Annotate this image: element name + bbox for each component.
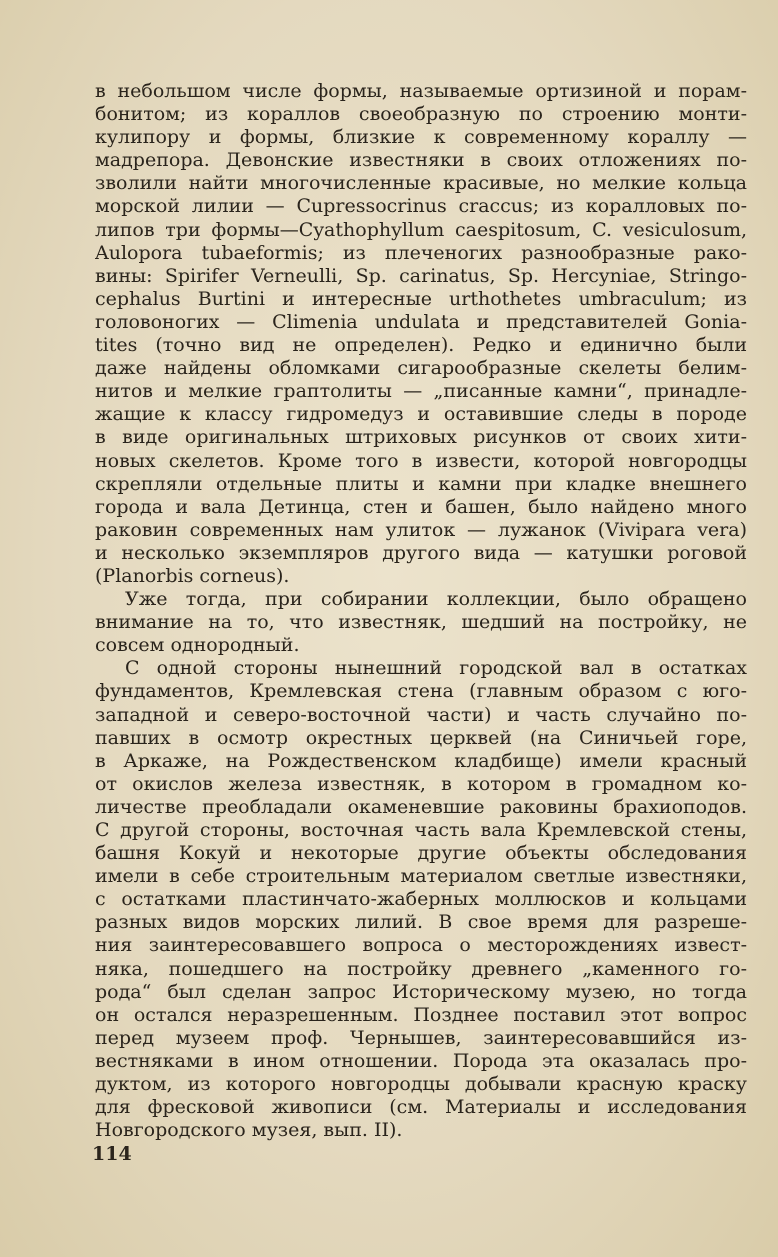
text-line: няка, пошедшего на постройку древнего „каменного го- [95, 957, 747, 980]
text-line: павших в осмотр окрестных церквей (на Синичьей горе, [95, 726, 747, 749]
text-line: для фресковой живописи (см. Материалы и исследования [95, 1096, 747, 1119]
text-line: Aulopora tubaeformis; из плеченогих разнообразные рако- [95, 241, 747, 264]
text-line: даже найдены обломками сигарообразные скелеты белим- [95, 357, 747, 380]
text-line: он остался неразрешенным. Позднее поставил этот вопрос [95, 1003, 747, 1026]
text-line: (Planorbis corneus). [95, 564, 290, 587]
text-line: С одной стороны нынешний городской вал в остатках [125, 657, 747, 680]
text-line: cephalus Burtini и интересные urthothetes umbraculum; из [95, 287, 747, 310]
text-line: Новгородского музея, вып. II). [95, 1119, 403, 1142]
text-line: перед музеем проф. Чернышев, заинтересовавшийся из- [95, 1026, 747, 1049]
text-line: города и вала Детинца, стен и башен, было найдено много [95, 495, 747, 518]
page-number: 114 [92, 1143, 132, 1165]
text-line: разных видов морских лилий. В свое время для разреше- [95, 911, 747, 934]
text-line: фундаментов, Кремлевская стена (главным образом с юго- [95, 680, 747, 703]
text-line: новых скелетов. Кроме того в извести, которой новгородцы [95, 449, 747, 472]
body-text [95, 80, 747, 1142]
text-line: в виде оригинальных штриховых рисунков от своих хити- [95, 426, 747, 449]
text-line: и несколько экземпляров другого вида — катушки роговой [95, 541, 747, 564]
paragraph [95, 588, 747, 657]
text-line: от окислов железа известняк, в котором в громадном ко- [95, 772, 747, 795]
text-line: бонитом; из кораллов своеобразную по строению монти- [95, 103, 747, 126]
text-line: рода“ был сделан запрос Историческому музею, но тогда [95, 980, 747, 1003]
text-line: морской лилии — Cupressocrinus craccus; из коралловых по- [95, 195, 747, 218]
text-line: жащие к классу гидромедуз и оставившие следы в породе [95, 403, 747, 426]
paragraph [95, 80, 747, 588]
text-line: башня Кокуй и некоторые другие объекты обследования [95, 842, 747, 865]
text-line: Уже тогда, при собирании коллекции, было обращено [125, 588, 747, 611]
text-line: дуктом, из которого новгородцы добывали красную краску [95, 1073, 747, 1096]
text-line: tites (точно вид не определен). Редко и единично были [95, 334, 747, 357]
text-line: мадрепора. Девонские известняки в своих отложениях по- [95, 149, 747, 172]
text-line: кулипору и формы, близкие к современному кораллу — [95, 126, 747, 149]
text-line: ния заинтересовавшего вопроса о месторождениях извест- [95, 934, 747, 957]
text-line: совсем однородный. [95, 634, 300, 657]
text-line: личестве преобладали окаменевшие раковины брахиоподов. [95, 795, 747, 818]
text-line: имели в себе строительным материалом светлые известняки, [95, 865, 747, 888]
text-line: в Аркаже, на Рождественском кладбище) имели красный [95, 749, 747, 772]
text-line: С другой стороны, восточная часть вала Кремлевской стены, [95, 819, 747, 841]
text-line: зволили найти многочисленные красивые, но мелкие кольца [95, 172, 747, 195]
text-line: головоногих — Climenia undulata и представителей Gonia- [95, 310, 747, 333]
text-line: нитов и мелкие граптолиты — „писанные камни“, принадле- [95, 380, 747, 403]
text-line: раковин современных нам улиток — лужанок (Vivipara vera) [95, 518, 747, 541]
text-line: западной и северо-восточной части) и часть случайно по- [95, 703, 747, 726]
text-line: с остатками пластинчато-жаберных моллюсков и кольцами [95, 888, 747, 911]
paragraph [95, 657, 747, 1142]
text-line: скрепляли отдельные плиты и камни при кладке внешнего [95, 472, 747, 495]
text-line: липов три формы—Cyathophyllum caespitosum, C. vesiculosum, [95, 218, 747, 241]
text-line: внимание на то, что известняк, шедший на постройку, не [95, 611, 747, 634]
text-line: вестняками в ином отношении. Порода эта оказалась про- [95, 1049, 747, 1072]
text-line: в небольшом числе формы, называемые ортизиной и порам- [95, 80, 747, 102]
text-line: вины: Spirifer Verneulli, Sp. carinatus, Sp. Hercyniae, Stringo- [95, 264, 747, 287]
